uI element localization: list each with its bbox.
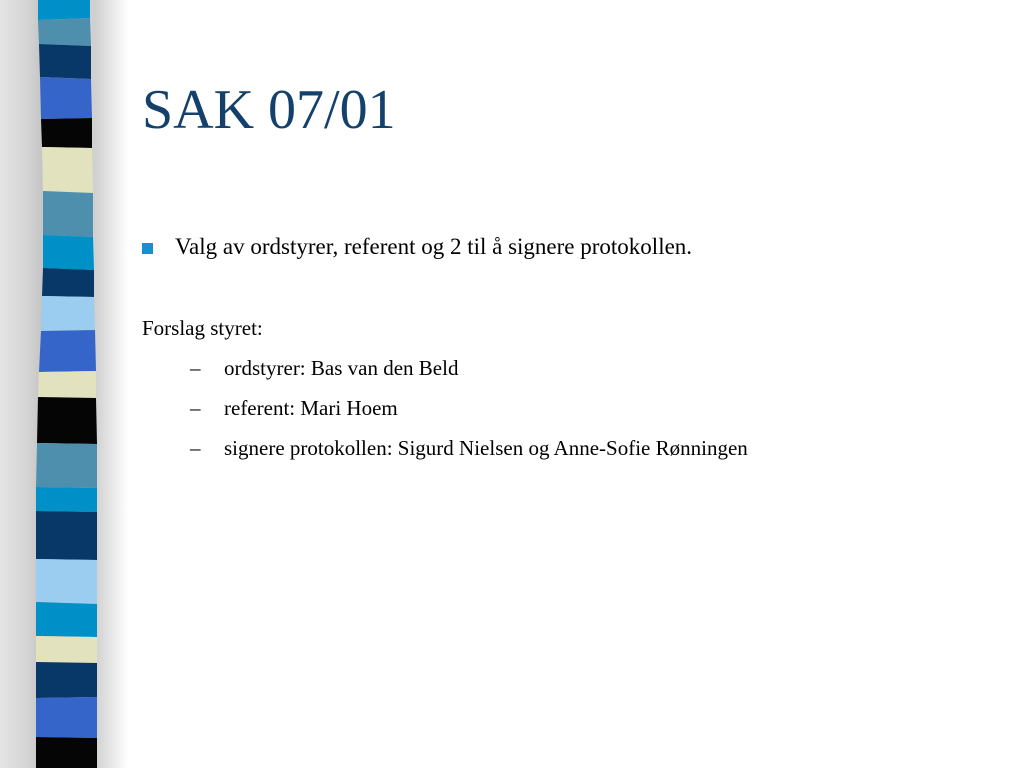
list-item-text: referent: Mari Hoem [224,396,398,420]
list-item [190,356,748,396]
dash-marker: – [190,436,201,460]
stripe-block [40,77,92,119]
dash-marker: – [190,356,201,380]
stripe-block [39,44,91,79]
slide-title: SAK 07/01 [142,79,396,141]
stripe-block [38,0,90,20]
stripe-block [39,330,96,372]
stripe-block [37,397,97,444]
stripe-block [43,235,94,270]
list-item [190,396,748,436]
stripe-block [36,737,97,768]
stripe-block [38,371,96,398]
stripe-block [36,511,97,560]
stripe-block [36,636,97,663]
stripe-block [42,147,93,193]
list-item-text: ordstyrer: Bas van den Beld [224,356,459,380]
stripe-block [36,559,97,604]
stripe-block [36,697,97,738]
proposal-list [190,356,748,476]
list-item [190,436,748,476]
stripe-blocks [0,0,130,768]
square-bullet-icon [142,243,153,254]
dash-marker: – [190,396,201,420]
stripe-block [36,443,97,488]
agenda-bullet-text: Valg av ordstyrer, referent og 2 til å signere protokollen. [175,234,693,259]
stripe-block [41,118,92,148]
decorative-stripe-band [0,0,130,768]
stripe-block [36,662,97,698]
stripe-block [43,191,93,237]
stripe-block [36,487,97,512]
stripe-block [38,18,91,46]
stripe-block [36,602,97,637]
proposal-heading: Forslag styret: [142,316,263,340]
list-item-text: signere protokollen: Sigurd Nielsen og Anne-Sofie Rønningen [224,436,748,460]
stripe-block [42,268,94,297]
stripe-block [41,296,95,331]
agenda-bullet [142,234,692,260]
